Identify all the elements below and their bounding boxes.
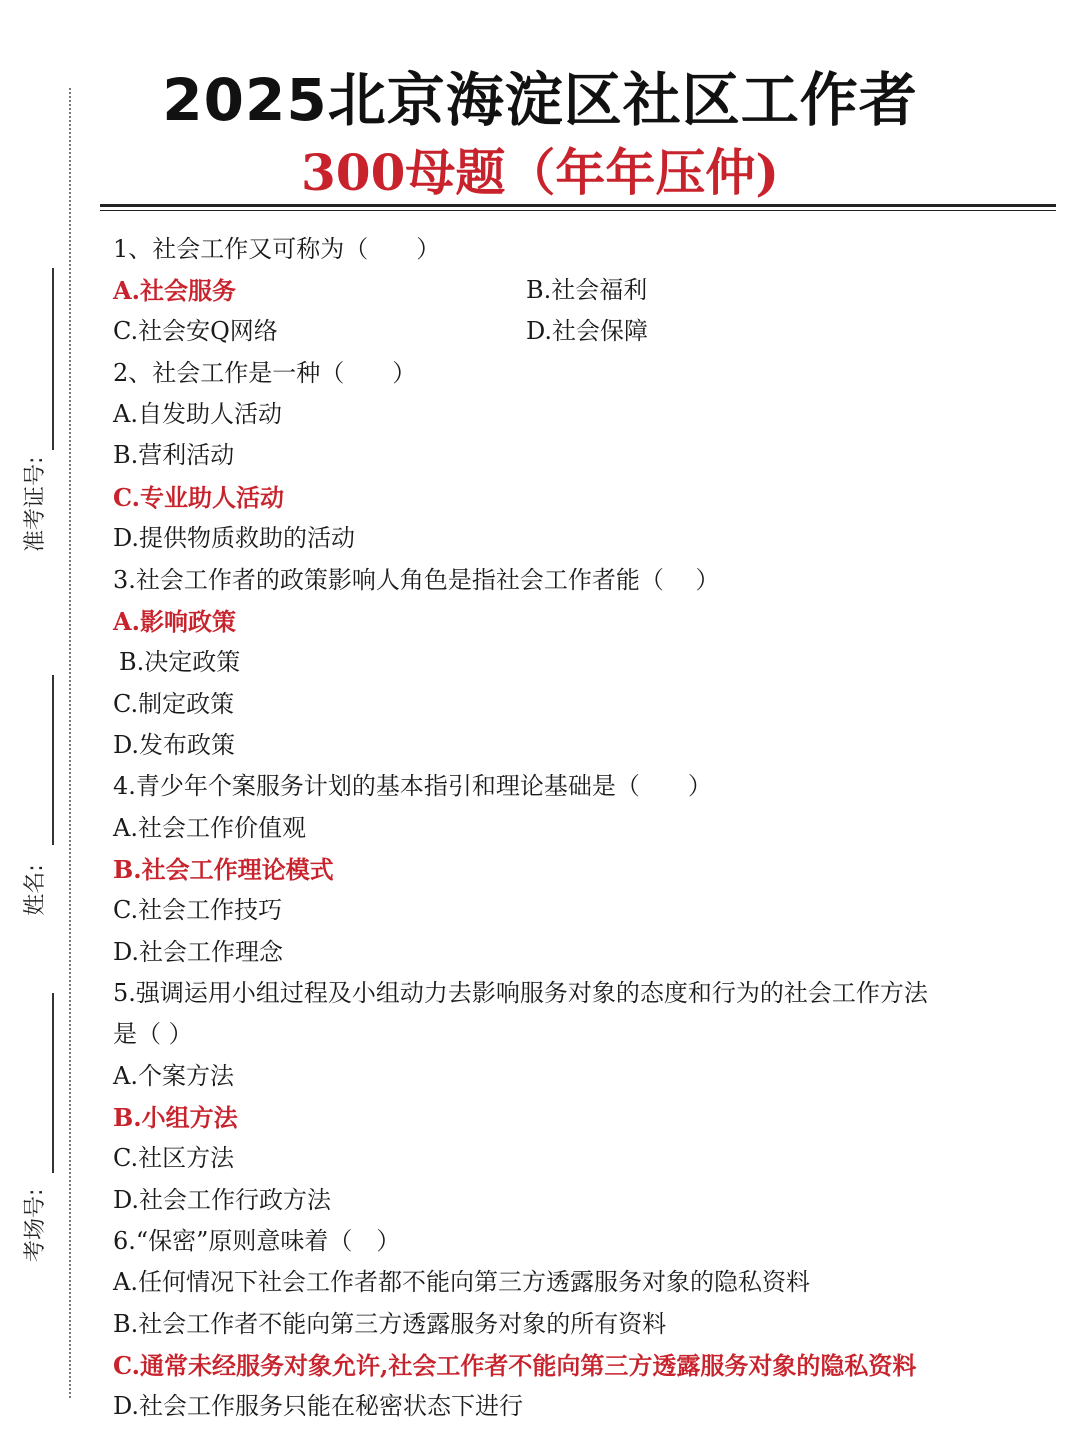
question-1-option-c: C.社会安Q网络 <box>113 317 278 345</box>
question-5-stem-continued: 是（ ） <box>113 1020 193 1048</box>
room-blank-line <box>52 993 54 1173</box>
question-6-option-c-correct: C.通常未经服务对象允许,社会工作者不能向第三方透露服务对象的隐私资料 <box>113 1351 917 1380</box>
question-5-stem: 5.强调运用小组过程及小组动力去影响服务对象的态度和行为的社会工作方法 <box>113 979 928 1007</box>
question-2-option-b: B.营利活动 <box>113 441 235 469</box>
question-4-option-c: C.社会工作技巧 <box>113 896 283 924</box>
question-2-option-c-correct: C.专业助人活动 <box>113 483 285 512</box>
question-2-option-d: D.提供物质救助的活动 <box>113 524 356 552</box>
question-1-option-a-correct: A.社会服务 <box>113 276 236 305</box>
binding-dotted-line <box>69 88 71 1398</box>
title-divider-thick <box>100 204 1056 207</box>
question-5-option-b-correct: B.小组方法 <box>113 1103 238 1132</box>
question-3-option-d: D.发布政策 <box>113 731 236 759</box>
question-5-option-a: A.个案方法 <box>113 1062 234 1090</box>
question-6-option-d: D.社会工作服务只能在秘密状态下进行 <box>113 1392 524 1420</box>
title-divider-thin <box>100 210 1056 211</box>
question-6-option-a: A.任何情况下社会工作者都不能向第三方透露服务对象的隐私资料 <box>113 1268 810 1296</box>
question-1-option-d: D.社会保障 <box>526 317 649 345</box>
question-1-option-b: B.社会福利 <box>526 276 648 304</box>
question-3-option-a-correct: A.影响政策 <box>113 607 236 636</box>
question-2-option-a: A.自发助人活动 <box>113 400 282 428</box>
question-1-stem: 1、社会工作又可称为（ ） <box>113 235 441 263</box>
question-2-stem: 2、社会工作是一种（ ） <box>113 359 417 387</box>
question-5-option-d: D.社会工作行政方法 <box>113 1186 332 1214</box>
question-3-option-c: C.制定政策 <box>113 690 235 718</box>
exam-id-label: 准考证号: <box>23 456 48 552</box>
page-subtitle: 300母题（年年压仲) <box>300 143 780 202</box>
question-3-option-b: B.决定政策 <box>119 648 241 676</box>
question-4-option-b-correct: B.社会工作理论模式 <box>113 855 334 884</box>
question-4-option-a: A.社会工作价值观 <box>113 814 306 842</box>
question-6-option-b: B.社会工作者不能向第三方透露服务对象的所有资料 <box>113 1310 667 1338</box>
page-title: 2025北京海淀区社区工作者 <box>162 66 918 134</box>
name-label: 姓名: <box>23 864 48 916</box>
room-label: 考场号: <box>23 1188 48 1262</box>
question-4-option-d: D.社会工作理念 <box>113 938 284 966</box>
name-blank-line <box>52 675 54 845</box>
question-5-option-c: C.社区方法 <box>113 1144 235 1172</box>
exam-id-blank-line <box>52 268 54 450</box>
question-6-stem: 6.“保密”原则意味着（ ） <box>113 1227 401 1255</box>
question-4-stem: 4.青少年个案服务计划的基本指引和理论基础是（ ） <box>113 772 712 800</box>
question-3-stem: 3.社会工作者的政策影响人角色是指社会工作者能（ ） <box>113 566 720 594</box>
